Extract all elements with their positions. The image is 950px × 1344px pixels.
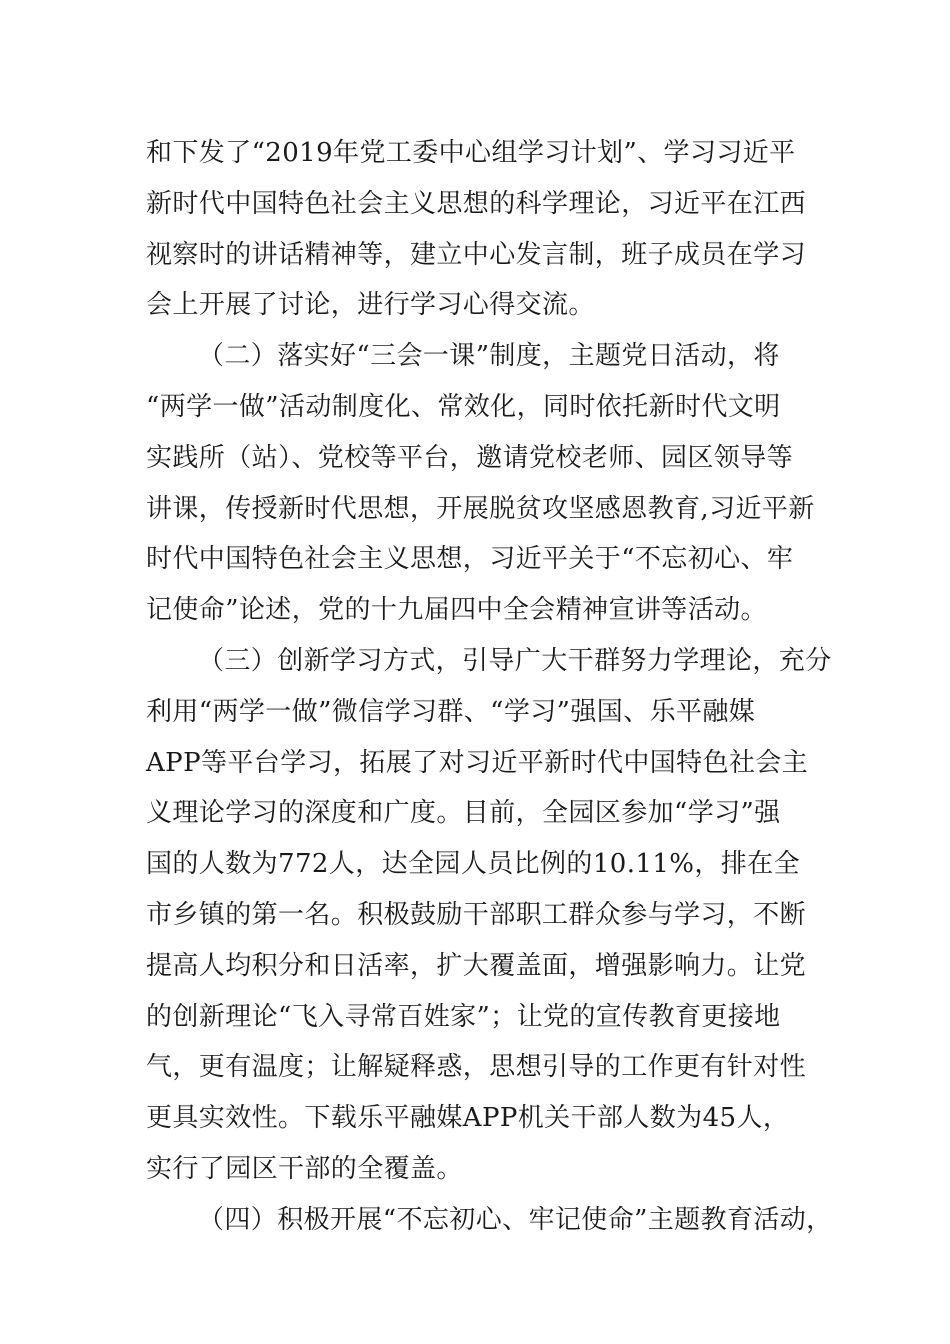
text-line: （三）创新学习方式，引导广大干群努力学理论，充分 [198,645,832,676]
text-line: 的创新理论“飞入寻常百姓家”；让党的宣传教育更接地 [146,1001,781,1032]
text-line: 实行了园区干部的全覆盖。 [146,1153,463,1184]
text-line: 国的人数为772人，达全园人员比例的10.11%，排在全 [146,849,800,880]
text-line: 实践所（站）、党校等平台，邀请党校老师、园区领导等 [146,442,794,473]
text-line: “两学一做”活动制度化、常效化，同时依托新时代文明 [146,391,781,422]
text-line: 更具实效性。下载乐平融媒APP机关干部人数为45人， [146,1103,790,1134]
text-line: 讲课，传授新时代思想，开展脱贫攻坚感恩教育,习近平新 [146,493,815,524]
text-line: 和下发了“2019年党工委中心组学习计划”、学习习近平 [146,138,796,168]
text-line: APP等平台学习，拓展了对习近平新时代中国特色社会主 [146,747,809,778]
text-line: 义理论学习的深度和广度。目前，全园区参加“学习”强 [146,798,781,829]
text-line: 气，更有温度；让解疑释惑，思想引导的工作更有针对性 [146,1052,807,1083]
text-line: 时代中国特色社会主义思想，习近平关于“不忘初心、牢 [146,544,794,575]
text-line: 新时代中国特色社会主义思想的科学理论，习近平在江西 [146,188,807,219]
text-line: 视察时的讲话精神等，建立中心发言制，班子成员在学习 [146,239,807,270]
text-line: 市乡镇的第一名。积极鼓励干部职工群众参与学习，不断 [146,899,807,930]
text-line: 利用“两学一做”微信学习群、“学习”强国、乐平融媒 [146,696,756,727]
text-line: 记使命”论述，党的十九届四中全会精神宣讲等活动。 [146,595,767,626]
body-text [146,128,833,1246]
text-line: 会上开展了讨论，进行学习心得交流。 [146,290,595,321]
text-line: 提高人均积分和日活率，扩大覆盖面，增强影响力。让党 [146,950,807,981]
text-line: （二）落实好“三会一课”制度，主题党日活动，将 [198,341,780,372]
text-line: （四）积极开展“不忘初心、牢记使命”主题教育活动， [198,1204,833,1235]
